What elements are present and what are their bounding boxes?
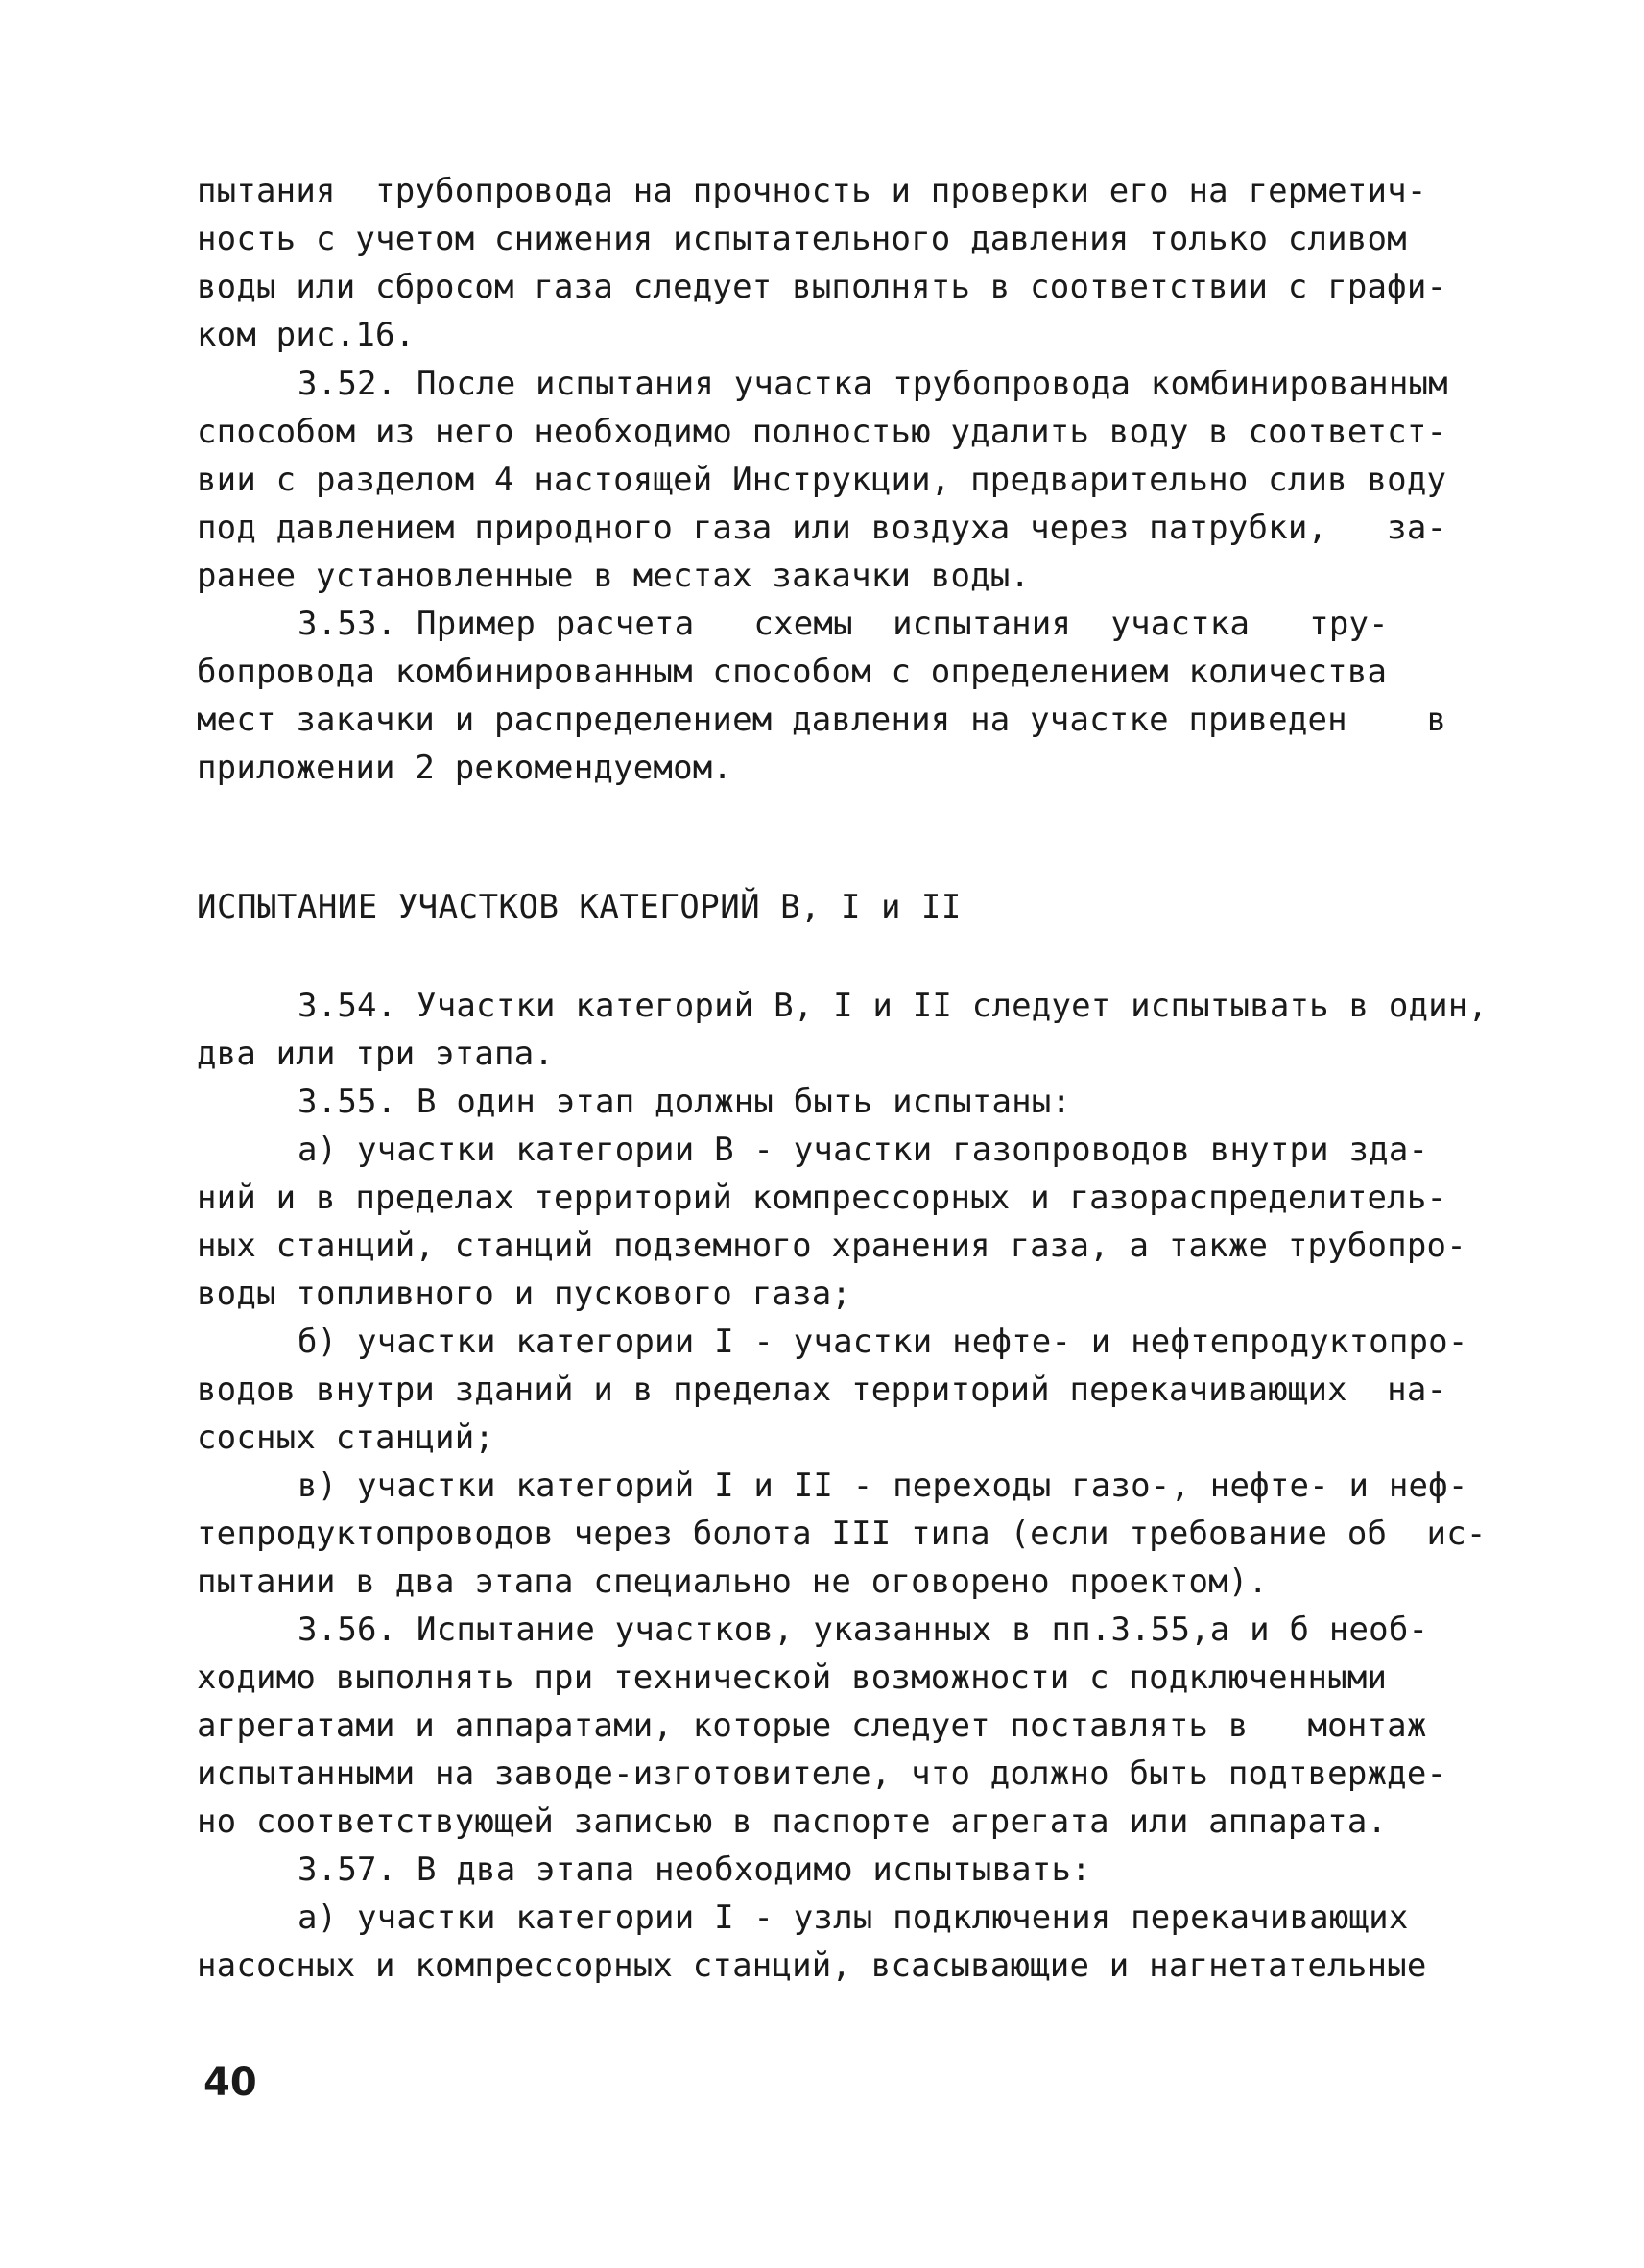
paragraph-3-53-line: 3.53. Пример расчета схемы испытания участка тру- [298,605,1389,643]
paragraph-3-54-line: два или три этапа. [197,1035,555,1073]
list-item-v-line: пытании в два этапа специально не оговорено проектом). [197,1563,1269,1601]
paragraph-3-55: 3.55. В один этап должны быть испытаны: [298,1083,1072,1121]
list-item-b-line: б) участки категории I - участки нефте- и нефтепродуктопро- [298,1323,1468,1361]
paragraph-3-54-line: 3.54. Участки категорий В, I и II следует испытывать в один, [298,987,1489,1025]
list-item-a2-line: насосных и компрессорных станций, всасывающие и нагнетательные [197,1946,1427,1985]
list-item-v-line: тепродуктопроводов через болота III типа (если требование об ис- [197,1515,1487,1553]
paragraph-3-57: 3.57. В два этапа необходимо испытывать: [298,1850,1091,1889]
paragraph-3-52-line: способом из него необходимо полностью удалить воду в соответст- [197,413,1447,451]
paragraph-3-53-line: мест закачки и распределением давления на участке приведен в [197,701,1447,739]
paragraph-3-56-line: 3.56. Испытание участков, указанных в пп.3.55,а и б необ- [298,1611,1429,1649]
text-line: ком рис.16. [197,316,416,354]
paragraph-3-53-line: бопровода комбинированным способом с определением количества [197,653,1388,691]
text-line: пытания трубопровода на прочность и проверки его на герметич- [197,172,1427,210]
section-heading: ИСПЫТАНИЕ УЧАСТКОВ КАТЕГОРИЙ В, I и II [197,888,962,926]
paragraph-3-56-line: но соответствующей записью в паспорте агрегата или аппарата. [197,1802,1388,1841]
text-line: ность с учетом снижения испытательного давления только сливом [197,220,1407,258]
list-item-a-line: воды топливного и пускового газа; [197,1275,852,1313]
paragraph-3-52-line: под давлением природного газа или воздуха через патрубки, за- [197,509,1447,547]
paragraph-3-52-line: вии с разделом 4 настоящей Инструкции, предварительно слив воду [197,461,1447,499]
text-line: воды или сбросом газа следует выполнять в соответствии с графи- [197,268,1447,306]
paragraph-3-52-line: ранее установленные в местах закачки воды. [197,557,1031,595]
list-item-a-line: а) участки категории В - участки газопроводов внутри зда- [298,1131,1429,1169]
paragraph-3-52-line: 3.52. После испытания участка трубопровода комбинированным [298,365,1448,403]
list-item-v-line: в) участки категорий I и II - переходы газо-, нефте- и неф- [298,1467,1468,1505]
page-number: 40 [203,2061,257,2105]
paragraph-3-53-line: приложении 2 рекомендуемом. [197,749,733,787]
paragraph-3-56-line: ходимо выполнять при технической возможности с подключенными [197,1659,1388,1697]
list-item-a-line: ний и в пределах территорий компрессорных и газораспределитель- [197,1179,1447,1217]
list-item-a2-line: а) участки категории I - узлы подключения перекачивающих [298,1898,1409,1937]
list-item-a-line: ных станций, станций подземного хранения газа, а также трубопро- [197,1227,1466,1265]
list-item-b-line: сосных станций; [197,1419,495,1457]
list-item-b-line: водов внутри зданий и в пределах территорий перекачивающих на- [197,1371,1447,1409]
paragraph-3-56-line: агрегатами и аппаратами, которые следует поставлять в монтаж [197,1707,1427,1745]
paragraph-3-56-line: испытанными на заводе-изготовителе, что должно быть подтвержде- [197,1755,1447,1793]
